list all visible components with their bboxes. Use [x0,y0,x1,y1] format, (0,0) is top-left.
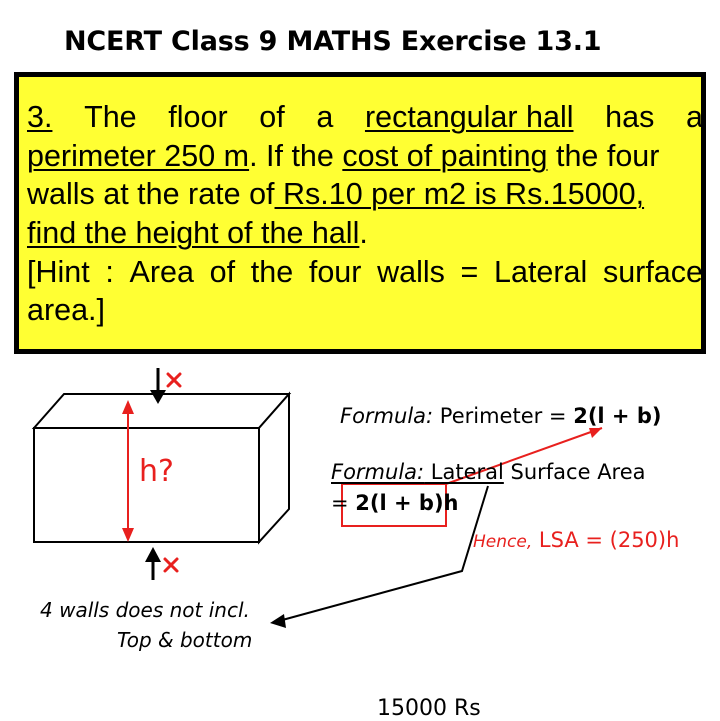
word: Lateral [494,254,588,289]
formula-value: 2(l + b) [573,404,662,428]
word: has [605,100,655,134]
underlined-phrase: perimeter 250 m [27,138,250,173]
formula-text: Lateral [424,460,504,484]
question-number: 3. [27,100,53,134]
word: surface [602,254,703,289]
word: four [308,254,362,289]
link-arrow-head [589,428,602,438]
formula-text: Perimeter = [433,404,574,428]
underlined-phrase: Rs.10 per m2 is Rs.15000, [274,177,645,212]
word: of [209,254,236,289]
height-label: h? [139,454,174,489]
text: area.] [27,293,105,328]
page-title: NCERT Class 9 MATHS Exercise 13.1 [64,26,602,57]
word: floor [168,100,228,134]
formula-prefix: Formula: [340,404,434,428]
word: walls [377,254,445,289]
bottom-excluded-arrow-head [145,547,161,562]
formula-text: Surface Area [503,460,646,484]
diagram-area [0,356,720,720]
walls-note: 4 walls does not incl. [40,598,250,622]
word: Area [129,254,194,289]
word: of [259,100,285,134]
cost-note: 15000 Rs [377,696,481,721]
box-top-face [34,394,289,428]
walls-note-2: Top & bottom [117,628,253,652]
formula-value: 2(l + b)h [355,491,459,515]
word: a [685,100,703,134]
underlined-phrase: find the height of the hall [27,216,360,251]
question-line-2 [27,137,703,176]
equals-sign: = [331,491,356,515]
question-line-1 [27,98,703,137]
question-line-6 [27,291,703,330]
lsa-value: LSA = (250)h [532,528,680,552]
question-line-3 [27,175,703,214]
underlined-phrase: cost of painting [342,138,548,173]
text: . If the [249,138,343,173]
word: the [250,254,294,289]
lsa-result [473,528,679,552]
question-box [14,72,706,354]
text: walls at the rate of [27,177,275,212]
bottom-cross-icon [165,559,177,571]
word: = [460,254,479,289]
lsa-formula [331,460,646,484]
underlined-phrase: rectangular hall [364,100,574,134]
text: the four [547,138,660,173]
question-text [27,98,703,330]
word: The [84,100,137,134]
lsa-formula-value [331,491,459,515]
text: . [359,216,368,251]
pointer-arrow-head [270,614,286,628]
question-line-5 [27,253,703,292]
hence-label: Hence, [473,532,533,552]
word: : [105,254,114,289]
word: a [316,100,334,134]
perimeter-formula [340,404,661,428]
word: [Hint [27,254,90,289]
top-cross-icon [168,374,180,386]
question-line-4 [27,214,703,253]
formula-prefix: Formula: [331,460,425,484]
